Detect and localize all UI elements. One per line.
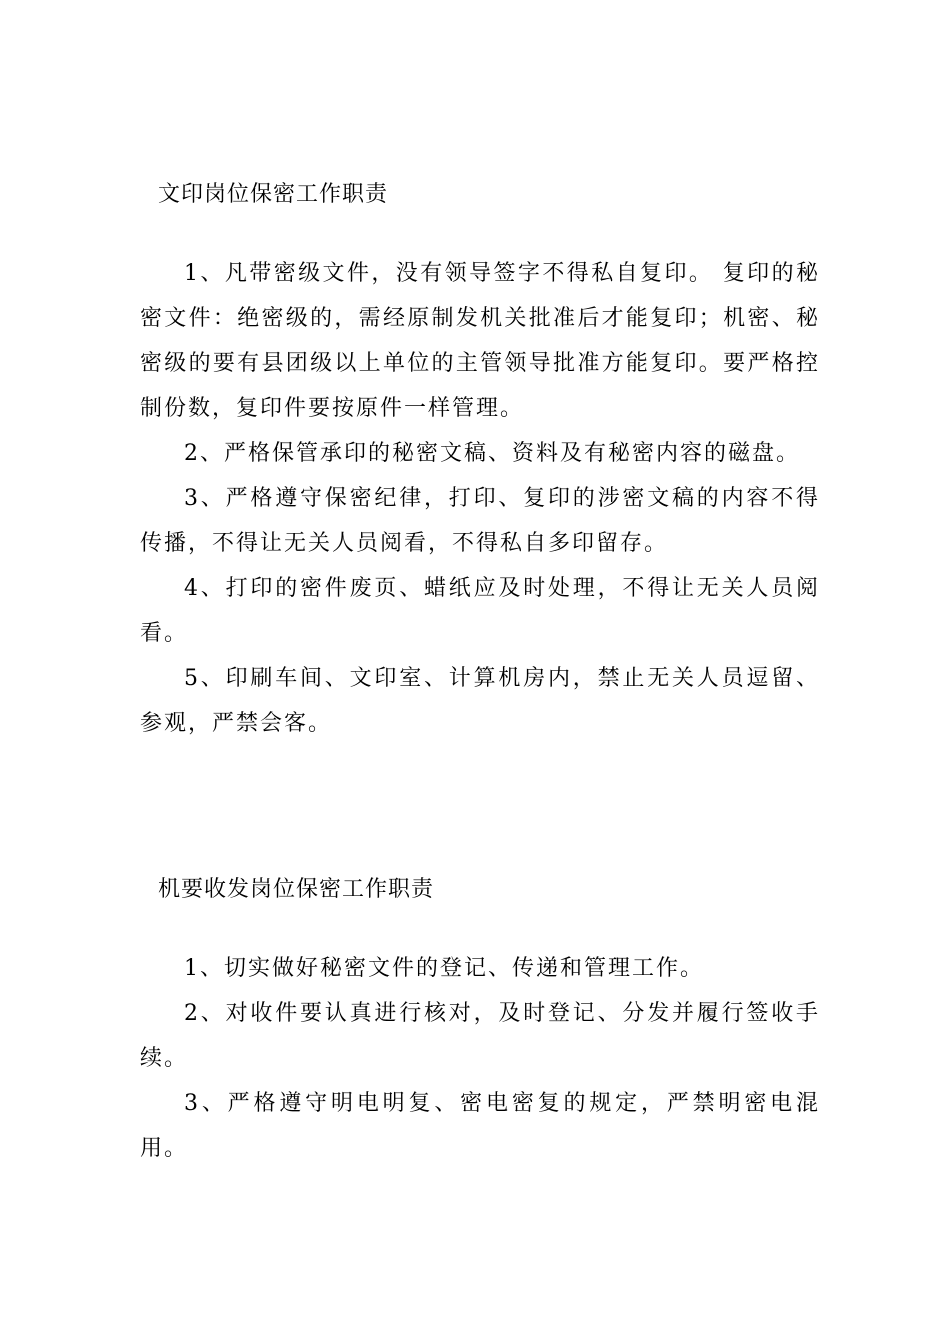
duty-item: 4、打印的密件废页、蜡纸应及时处理，不得让无关人员阅看。 [140,576,820,646]
section-title: 文印岗位保密工作职责 [158,182,389,207]
duty-item: 2、严格保管承印的秘密文稿、资料及有秘密内容的磁盘。 [184,441,800,466]
section-confidential-mail-duties [140,870,820,1171]
duty-item: 3、严格遵守明电明复、密电密复的规定，严禁明密电混用。 [140,1091,820,1161]
duty-item: 1、凡带密级文件，没有领导签字不得私自复印。 复印的秘密文件：绝密级的，需经原制发机关批准后才能复印；机密、秘密级的要有县团级以上单位的主管领导批准方能复印。要严格控制份数，复印件要按原件一样管理。 [140,261,820,421]
duty-item: 2、对收件要认真进行核对，及时登记、分发并履行签收手续。 [140,1001,820,1071]
section-title: 机要收发岗位保密工作职责 [158,877,435,902]
duty-item: 1、切实做好秘密文件的登记、传递和管理工作。 [184,956,704,981]
duty-item: 3、严格遵守保密纪律，打印、复印的涉密文稿的内容不得传播，不得让无关人员阅看，不得私自多印留存。 [140,486,820,556]
section-print-room-duties [140,175,820,746]
duty-item: 5、印刷车间、文印室、计算机房内，禁止无关人员逗留、参观，严禁会客。 [140,666,820,736]
